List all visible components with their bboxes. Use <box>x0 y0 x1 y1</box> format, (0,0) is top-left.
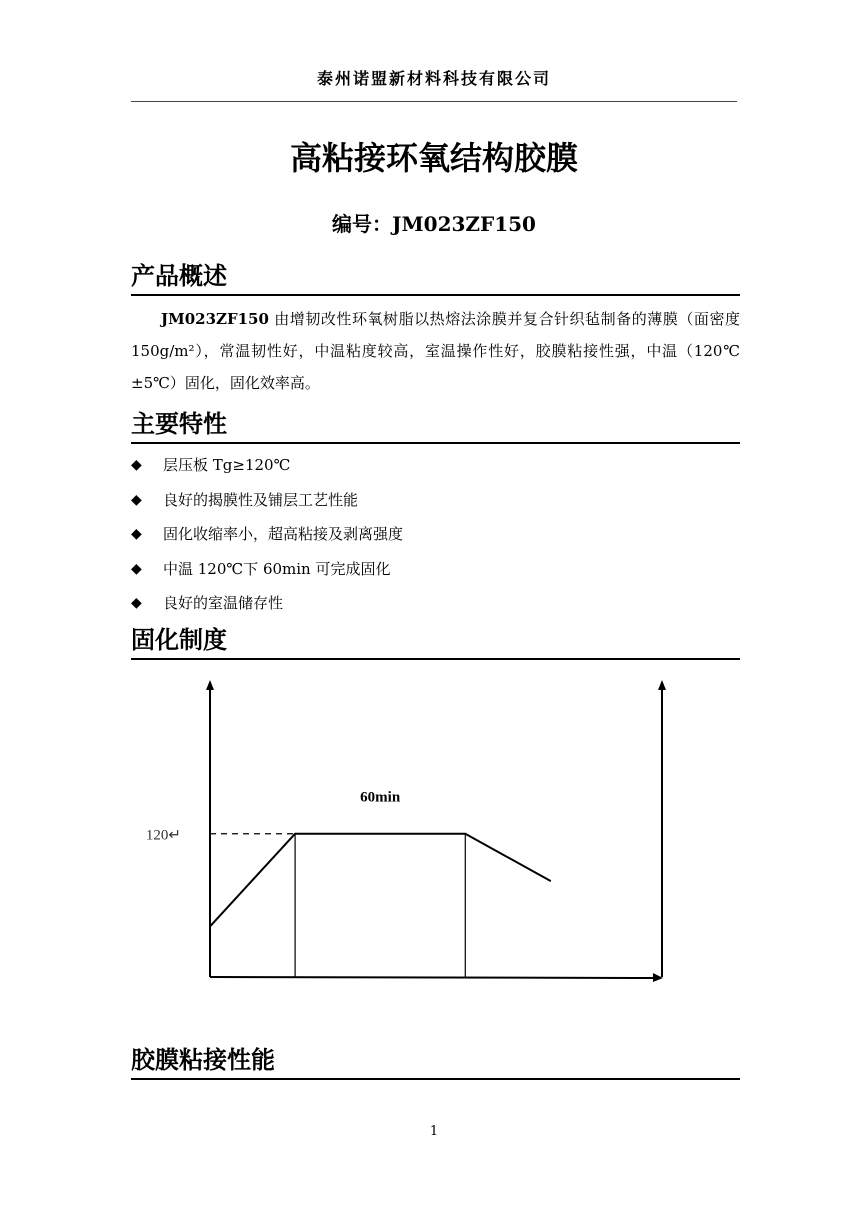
overview-text: 由增韧改性环氧树脂以热熔法涂膜并复合针织毡制备的薄膜（面密度 150g/m²），常温韧性好，中温粘度较高，室温操作性好，胶膜粘接性强，中温（120℃±5℃）固化，固化效率高。 <box>131 310 740 392</box>
hold-time-label: 60min <box>360 789 401 806</box>
list-item <box>131 591 740 626</box>
section-heading-overview: 产品概述 <box>131 259 740 296</box>
series-point <box>464 833 466 835</box>
section-heading-features: 主要特性 <box>131 407 740 444</box>
section-heading-adhesion: 胶膜粘接性能 <box>131 1043 740 1080</box>
feature-text: 固化收缩率小，超高粘接及剥离强度 <box>163 525 404 543</box>
series-group <box>209 833 551 927</box>
diamond-bullet-icon: ◆ <box>131 595 142 611</box>
feature-list <box>131 453 740 626</box>
list-item <box>131 453 740 488</box>
series-point <box>294 833 296 835</box>
list-item <box>131 522 740 557</box>
right-axis-arrow-icon <box>658 680 666 690</box>
x-axis <box>210 977 655 978</box>
series-point <box>209 926 211 928</box>
diamond-bullet-icon: ◆ <box>131 491 142 508</box>
diamond-bullet-icon: ◆ <box>131 526 142 542</box>
feature-text: 良好的揭膜性及铺层工艺性能 <box>163 490 359 509</box>
overview-paragraph <box>131 303 740 399</box>
series-point <box>550 880 552 882</box>
product-code: 编号：JM023ZF150 <box>332 212 536 236</box>
curing-profile-chart <box>131 672 691 992</box>
series-line-0 <box>210 834 550 927</box>
reference-label: 120↵ <box>145 827 181 844</box>
list-item <box>131 488 740 523</box>
document-title: 高粘接环氧结构胶膜 <box>289 139 578 177</box>
feature-text: 层压板 Tg≥120℃ <box>163 456 291 474</box>
diamond-bullet-icon: ◆ <box>131 457 142 473</box>
list-item <box>131 557 740 592</box>
overview-lead: JM023ZF150 <box>161 310 269 328</box>
header-rule <box>131 101 737 102</box>
section-heading-curing: 固化制度 <box>131 623 740 660</box>
company-name: 泰州诺盟新材料科技有限公司 <box>316 69 551 88</box>
diamond-bullet-icon: ◆ <box>131 560 142 577</box>
feature-text: 中温 120℃下 60min 可完成固化 <box>163 559 391 578</box>
y-axis-arrow-icon <box>206 680 214 690</box>
page-number: 1 <box>429 1124 439 1139</box>
feature-text: 良好的室温储存性 <box>163 594 284 612</box>
